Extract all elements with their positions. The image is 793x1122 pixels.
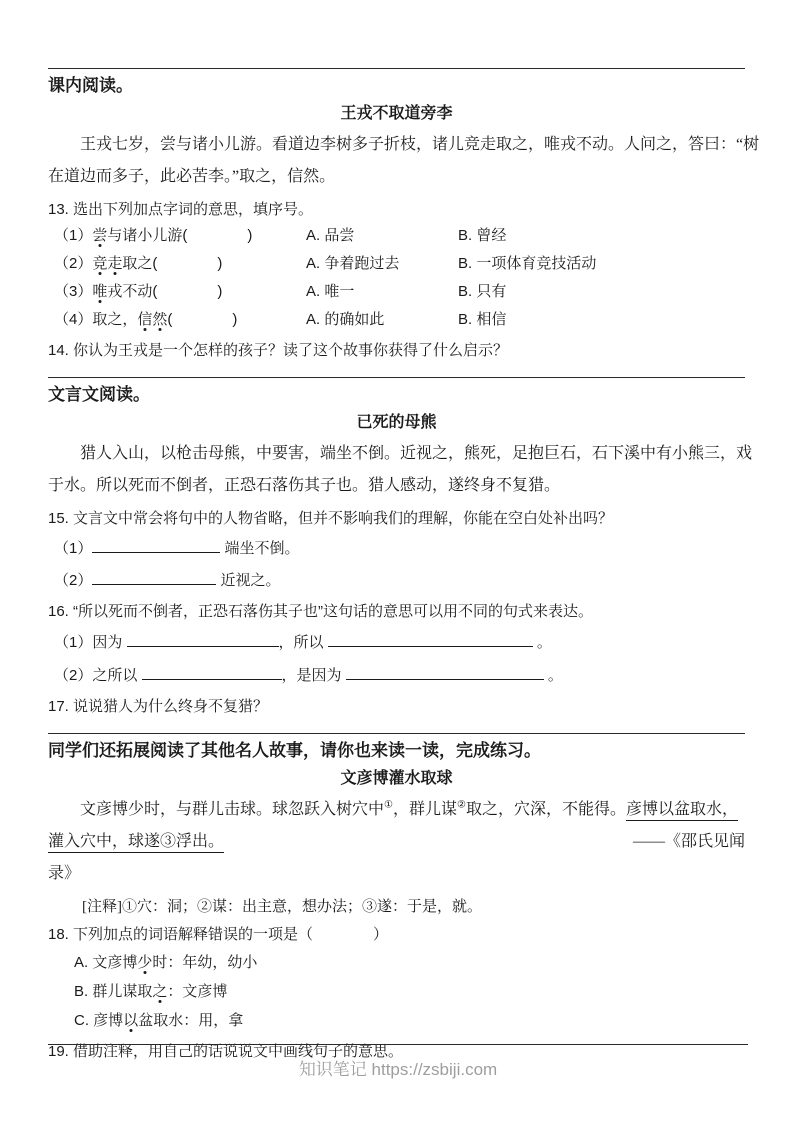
- q13-stem-3: （3）唯戎不动( ): [54, 283, 223, 300]
- passage1-line2: 在道边而多子，此必苦李。”取之，信然。: [48, 168, 336, 185]
- footer: [48, 1044, 748, 1081]
- q18-option-b: B. 群儿谋取之：文彦博: [74, 983, 228, 1000]
- section2-heading: 文言文阅读。: [48, 385, 150, 404]
- q15-blank-row-2: （2） 近视之。: [54, 572, 281, 589]
- q13-stem-2: （2）竞走取之( ): [54, 255, 223, 272]
- q18-option-c: C. 彦博以盆取水：用，拿: [74, 1012, 244, 1029]
- passage3-line3: 录》: [48, 865, 81, 882]
- q16-blank-row-2: （2）之所以 ，是因为 。: [54, 667, 563, 684]
- passage3-notes: [注释]①穴：洞；②谋：出主意，想办法；③遂：于是，就。: [82, 899, 482, 915]
- question-18: 18. 下列加点的词语解释错误的一项是（ ）: [48, 926, 389, 943]
- section1-heading: 课内阅读。: [48, 76, 133, 95]
- q13-row-1: [48, 222, 745, 250]
- question-13: 13. 选出下列加点字词的意思，填序号。: [48, 201, 314, 218]
- passage1: [48, 129, 760, 193]
- q13-option-b-2: B. 一项体育竞技活动: [458, 255, 597, 272]
- footer-divider: [48, 1044, 748, 1045]
- footer-credit: 知识笔记 https://zsbiji.com: [298, 1060, 498, 1079]
- passage1-title: 王戎不取道旁李: [340, 105, 453, 122]
- q13-row-2: [48, 250, 745, 278]
- question-17: 17. 说说猎人为什么终身不复猎？: [48, 698, 269, 715]
- passage3: [48, 794, 745, 890]
- passage3-line2: 灌入穴中，球遂③浮出。 ——《邵氏见闻: [48, 826, 745, 858]
- q13-stem-4: （4）取之，信然( ): [54, 311, 238, 328]
- passage2: [48, 438, 753, 502]
- section-divider-2: [48, 733, 745, 734]
- passage3-title: 文彦博灌水取球: [340, 770, 453, 787]
- q13-stem-1: （1）尝与诸小儿游( ): [54, 227, 253, 244]
- q13-option-b-3: B. 只有: [458, 283, 507, 300]
- q15-blank-row-1: （1） 端坐不倒。: [54, 540, 300, 557]
- question-16: 16. “所以死而不倒者，正恐石落伤其子也”这句话的意思可以用不同的句式来表达。: [48, 603, 594, 620]
- q13-row-3: [48, 278, 745, 306]
- q13-option-b-1: B. 曾经: [458, 227, 507, 244]
- q18-option-a: A. 文彦博少时：年幼，幼小: [74, 954, 258, 971]
- top-divider: [48, 68, 745, 69]
- question-19: 19. 借助注释，用自己的话说说文中画线句子的意思。: [48, 1043, 404, 1060]
- q13-option-a-4: A. 的确如此: [306, 311, 385, 328]
- q13-row-4: [48, 306, 745, 334]
- passage2-line1: 猎人入山，以枪击母熊，中要害，端坐不倒。近视之，熊死，足抱巨石，石下溪中有小熊三，戏: [80, 445, 753, 462]
- q13-option-a-2: A. 争着跑过去: [306, 255, 400, 272]
- q16-blank-row-1: （1）因为 ，所以 。: [54, 634, 552, 651]
- passage1-line1: 王戎七岁，尝与诸小儿游。看道边李树多子折枝，诸儿竞走取之，唯戎不动。人问之，答曰：“树: [80, 136, 760, 153]
- question-14: 14. 你认为王戎是一个怎样的孩子？读了这个故事你获得了什么启示？: [48, 342, 509, 359]
- question-15: 15. 文言文中常会将句中的人物省略，但并不影响我们的理解，你能在空白处补出吗？: [48, 510, 614, 527]
- passage2-title: 已死的母熊: [356, 414, 437, 431]
- section-divider-1: [48, 377, 745, 378]
- q13-option-a-1: A. 品尝: [306, 227, 355, 244]
- q13-option-b-4: B. 相信: [458, 311, 507, 328]
- section3-heading: 同学们还拓展阅读了其他名人故事，请你也来读一读，完成练习。: [48, 741, 541, 760]
- passage3-line1: 文彦博少时，与群儿击球。球忽跃入树穴中①，群儿谋②取之，穴深，不能得。彦博以盆取水，: [48, 794, 745, 826]
- q13-option-a-3: A. 唯一: [306, 283, 355, 300]
- passage2-line2: 于水。所以死而不倒者，正恐石落伤其子也。猎人感动，遂终身不复猎。: [48, 477, 561, 494]
